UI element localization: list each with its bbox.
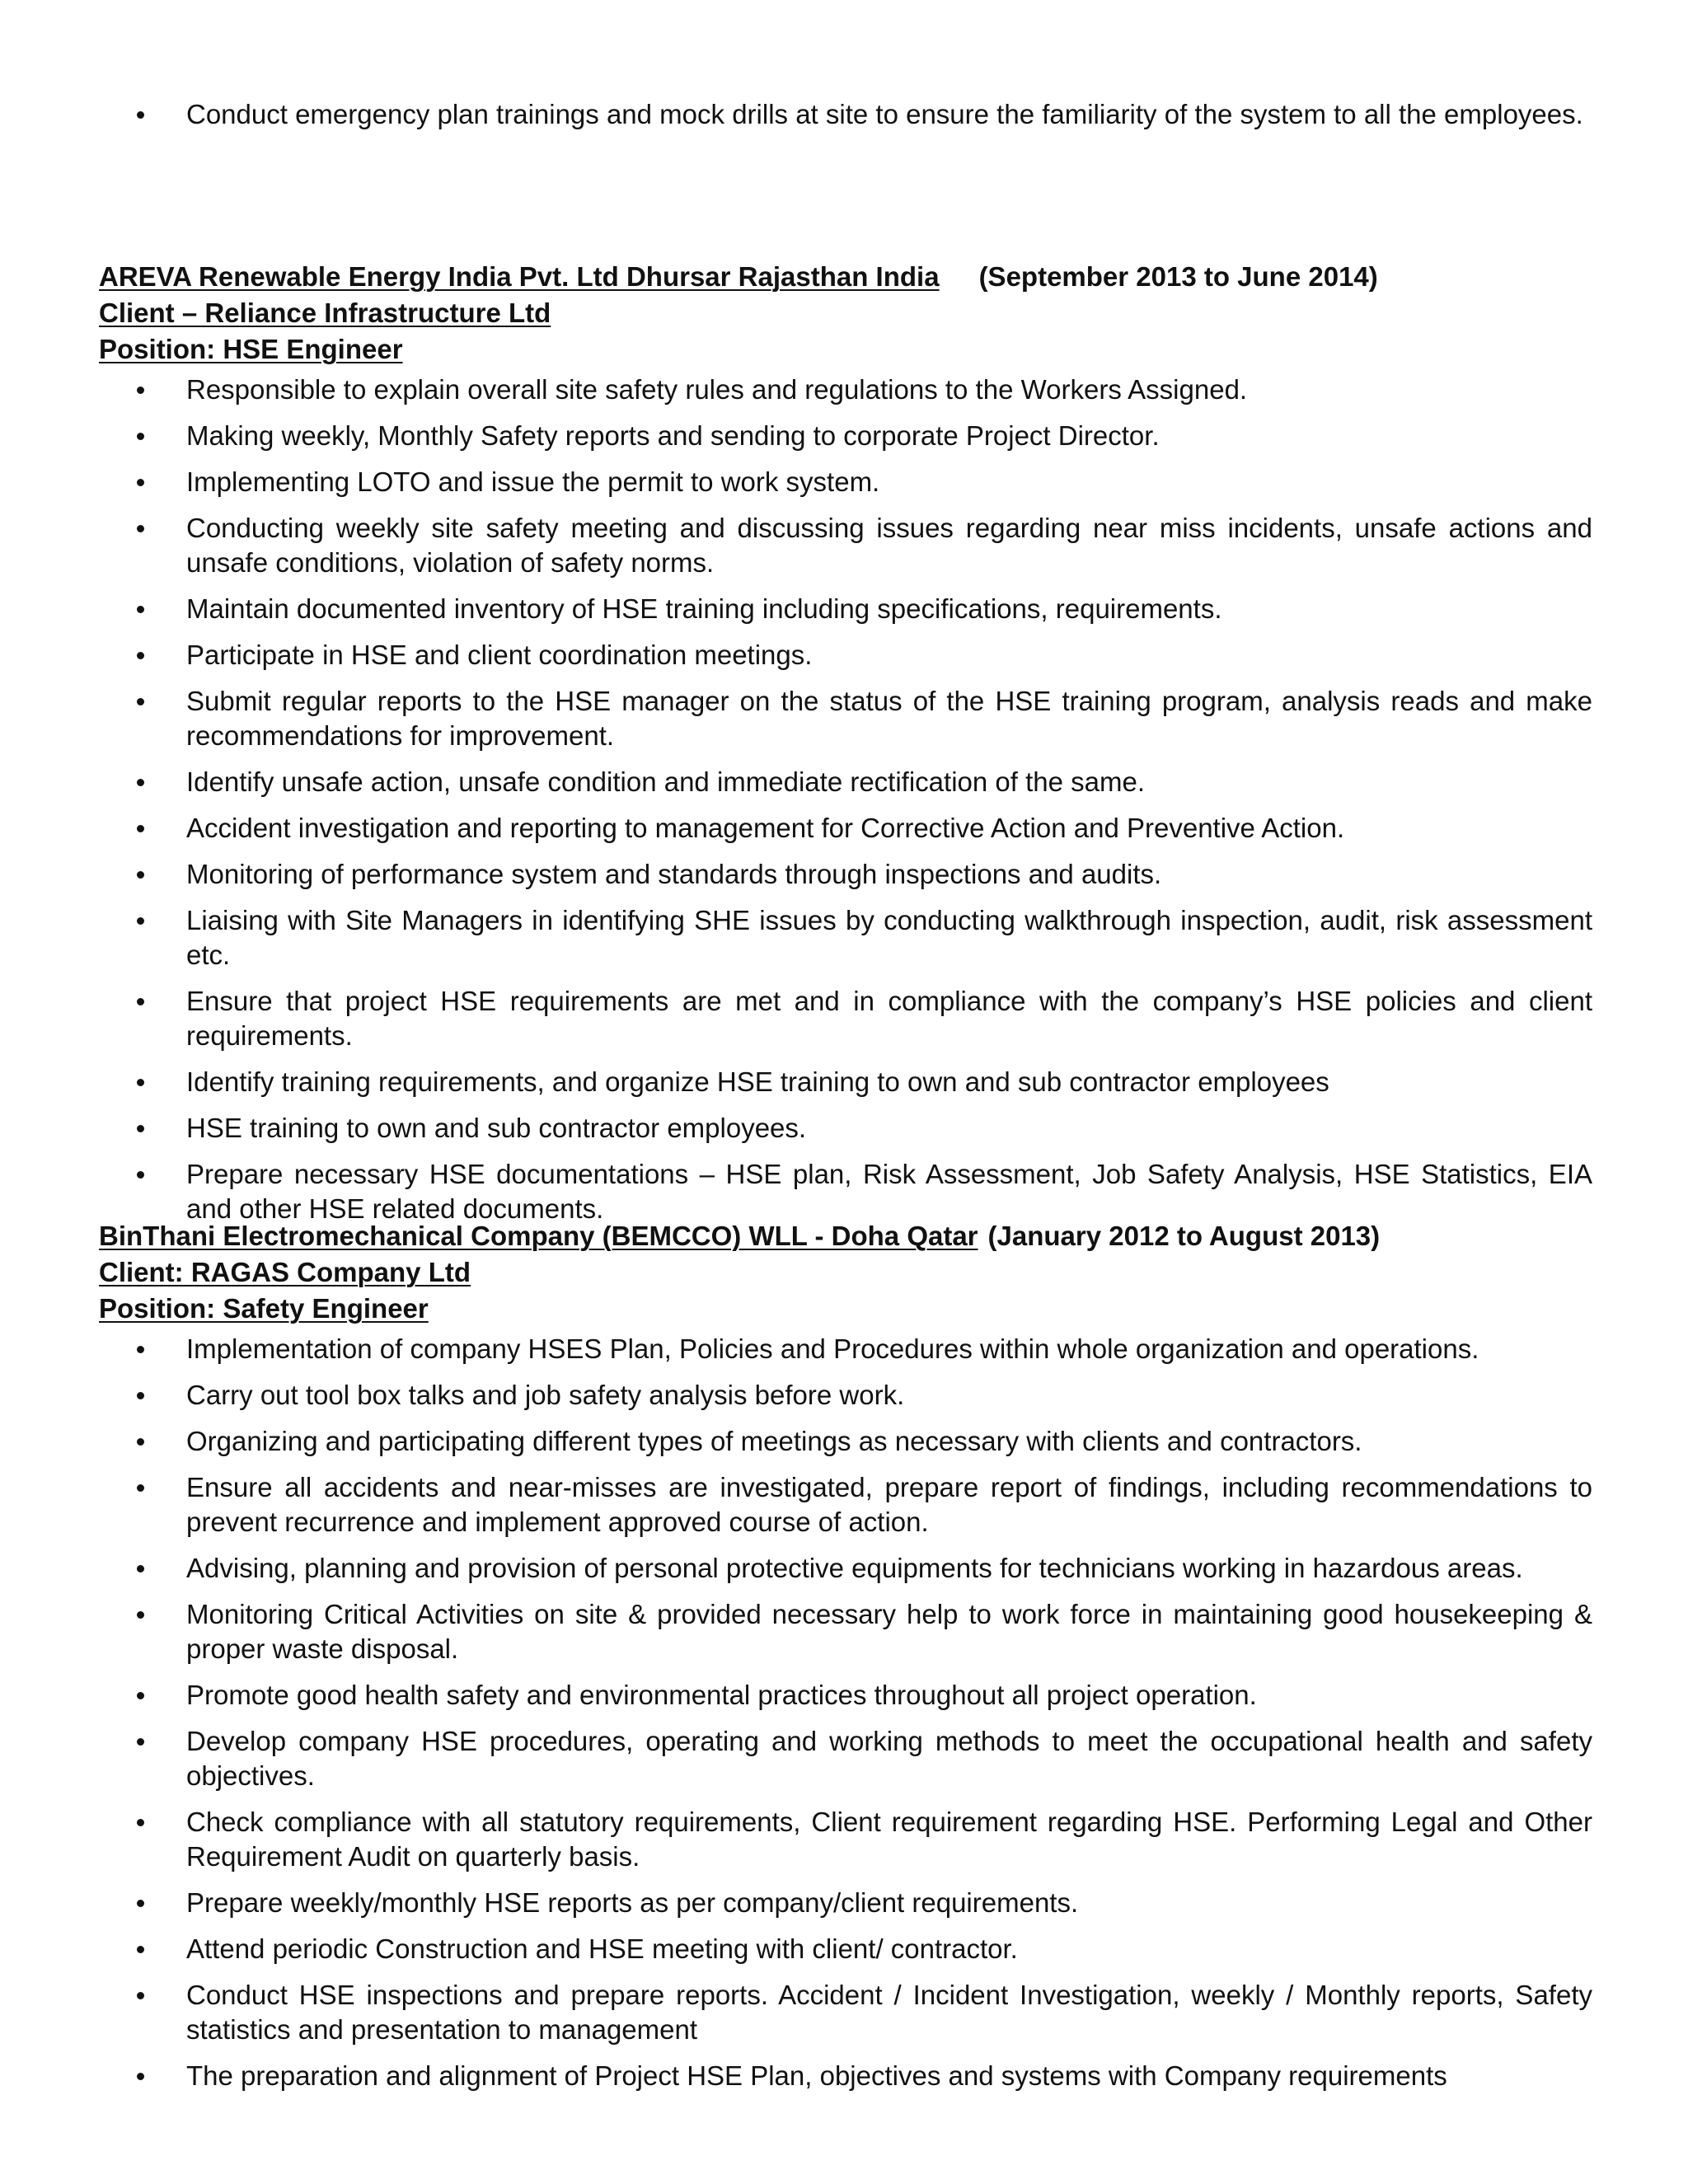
bullet-icon — [137, 1171, 144, 1179]
bullet-icon — [137, 1946, 144, 1953]
bullet-text: Conduct emergency plan trainings and mock drills at site to ensure the familiarity of the system to all the employees. — [186, 99, 1583, 129]
list-item — [99, 592, 1592, 626]
bullet-icon — [137, 433, 144, 440]
bullet-icon — [137, 917, 144, 925]
responsibility-list — [99, 373, 1592, 1226]
bullet-icon — [137, 1900, 144, 1907]
bullet-text: Organizing and participating different types of meetings as necessary with clients and contractors. — [186, 1426, 1362, 1456]
list-item — [99, 1065, 1592, 1099]
bullet-icon — [137, 111, 144, 119]
bullet-text: Accident investigation and reporting to management for Corrective Action and Preventive Action. — [186, 813, 1345, 843]
bullet-icon — [137, 525, 144, 532]
job-position-line — [99, 1291, 1592, 1327]
bullet-icon — [137, 871, 144, 879]
job-section-bemcco — [99, 1218, 1592, 2105]
list-item — [99, 465, 1592, 499]
list-item — [99, 638, 1592, 673]
position-title: Position: HSE Engineer — [99, 334, 403, 364]
responsibility-list — [99, 1332, 1592, 2093]
bullet-icon — [137, 1738, 144, 1746]
bullet-text: Maintain documented inventory of HSE training including specifications, requirements. — [186, 593, 1222, 624]
bullet-icon — [137, 2073, 144, 2080]
job-client-line — [99, 295, 1592, 331]
list-item — [99, 1424, 1592, 1459]
bullet-text: Promote good health safety and environmental practices throughout all project operation. — [186, 1680, 1257, 1710]
bullet-text: Ensure all accidents and near-misses are investigated, prepare report of findings, including recommendations to prevent recurrence and implement approved course of action. — [186, 1472, 1592, 1537]
bullet-icon — [137, 479, 144, 486]
position-title: Position: Safety Engineer — [99, 1293, 429, 1324]
list-item — [99, 984, 1592, 1053]
list-item — [99, 511, 1592, 580]
client-name: Client: RAGAS Company Ltd — [99, 1257, 471, 1287]
company-name: AREVA Renewable Energy India Pvt. Ltd Dhursar Rajasthan India — [99, 261, 940, 292]
bullet-text: HSE training to own and sub contractor employees. — [186, 1113, 807, 1143]
employment-dates: (September 2013 to June 2014) — [978, 261, 1378, 292]
bullet-text: Prepare necessary HSE documentations – HSE plan, Risk Assessment, Job Safety Analysis, HSE Statistics, EIA and other HSE related documents. — [186, 1159, 1592, 1224]
employment-dates: (January 2012 to August 2013) — [987, 1221, 1381, 1251]
list-item — [99, 857, 1592, 892]
bullet-icon — [137, 1484, 144, 1492]
bullet-list — [99, 97, 1592, 132]
list-item — [99, 684, 1592, 753]
list-item — [99, 1805, 1592, 1874]
list-item — [99, 1470, 1592, 1540]
list-item — [99, 1724, 1592, 1793]
bullet-text: Advising, planning and provision of personal protective equipments for technicians working in hazardous areas. — [186, 1553, 1523, 1583]
job-client-line — [99, 1254, 1592, 1291]
bullet-icon — [137, 1125, 144, 1132]
bullet-icon — [137, 652, 144, 659]
bullet-icon — [137, 1392, 144, 1399]
bullet-text: Liaising with Site Managers in identifying SHE issues by conducting walkthrough inspection, audit, risk assessment etc. — [186, 905, 1592, 970]
bullet-text: Develop company HSE procedures, operating and working methods to meet the occupational health and safety objectives. — [186, 1726, 1592, 1791]
bullet-text: Conduct HSE inspections and prepare reports. Accident / Incident Investigation, weekly / Monthly reports, Safety statistics and presentation to management — [186, 1980, 1592, 2045]
job-company-line — [99, 259, 1592, 295]
list-item — [99, 2059, 1592, 2093]
bullet-text: Submit regular reports to the HSE manager on the status of the HSE training program, analysis reads and make recommendations for improvement. — [186, 686, 1592, 751]
bullet-text: Participate in HSE and client coordination meetings. — [186, 640, 813, 670]
list-item — [99, 419, 1592, 453]
bullet-text: Monitoring Critical Activities on site & provided necessary help to work force in maintaining good housekeeping & proper waste disposal. — [186, 1599, 1592, 1664]
bullet-icon — [137, 606, 144, 613]
list-item — [99, 1157, 1592, 1226]
bullet-text: Ensure that project HSE requirements are met and in compliance with the company’s HSE policies and client requirements. — [186, 986, 1592, 1051]
bullet-icon — [137, 1611, 144, 1619]
bullet-text: Carry out tool box talks and job safety analysis before work. — [186, 1380, 905, 1410]
bullet-text: Identify unsafe action, unsafe condition and immediate rectification of the same. — [186, 766, 1146, 797]
job-position-line — [99, 331, 1592, 368]
list-item — [99, 1886, 1592, 1920]
client-name: Client – Reliance Infrastructure Ltd — [99, 298, 551, 328]
list-item — [99, 1978, 1592, 2047]
bullet-text: Prepare weekly/monthly HSE reports as per company/client requirements. — [186, 1887, 1079, 1918]
bullet-text: Responsible to explain overall site safety rules and regulations to the Workers Assigned. — [186, 374, 1248, 405]
bullet-text: Implementation of company HSES Plan, Policies and Procedures within whole organization and operations. — [186, 1333, 1479, 1364]
bullet-icon — [137, 698, 144, 705]
bullet-text: Monitoring of performance system and standards through inspections and audits. — [186, 859, 1162, 889]
bullet-icon — [137, 1346, 144, 1353]
bullet-text: Implementing LOTO and issue the permit to work system. — [186, 466, 880, 497]
bullet-icon — [137, 1992, 144, 1999]
list-item — [99, 1332, 1592, 1366]
bullet-icon — [137, 825, 144, 832]
bullet-text: Identify training requirements, and organize HSE training to own and sub contractor employees — [186, 1066, 1329, 1097]
bullet-icon — [137, 387, 144, 394]
list-item — [99, 1378, 1592, 1413]
list-item — [99, 811, 1592, 846]
bullet-text: Making weekly, Monthly Safety reports and sending to corporate Project Director. — [186, 420, 1160, 451]
bullet-icon — [137, 779, 144, 786]
list-item — [99, 1678, 1592, 1713]
bullet-icon — [137, 1692, 144, 1699]
job-company-line — [99, 1218, 1592, 1254]
company-name: BinThani Electromechanical Company (BEMCCO) WLL - Doha Qatar — [99, 1221, 978, 1251]
list-item — [99, 1597, 1592, 1666]
bullet-icon — [137, 998, 144, 1005]
bullet-text: Attend periodic Construction and HSE meeting with client/ contractor. — [186, 1933, 1018, 1964]
bullet-icon — [137, 1819, 144, 1826]
list-item — [99, 903, 1592, 972]
list-item — [99, 373, 1592, 407]
previous-job-continuation — [99, 97, 1592, 143]
bullet-icon — [137, 1079, 144, 1086]
bullet-icon — [137, 1565, 144, 1572]
bullet-text: Conducting weekly site safety meeting and discussing issues regarding near miss incidents, unsafe actions and unsafe conditions, violation of safety norms. — [186, 513, 1592, 578]
bullet-text: The preparation and alignment of Project HSE Plan, objectives and systems with Company requirements — [186, 2060, 1447, 2091]
list-item — [99, 97, 1592, 132]
list-item — [99, 1551, 1592, 1586]
list-item — [99, 1111, 1592, 1146]
bullet-text: Check compliance with all statutory requirements, Client requirement regarding HSE. Performing Legal and Other Requirement Audit on quarterly basis. — [186, 1807, 1592, 1872]
job-section-areva — [99, 259, 1592, 1238]
list-item — [99, 765, 1592, 799]
list-item — [99, 1932, 1592, 1966]
bullet-icon — [137, 1438, 144, 1446]
